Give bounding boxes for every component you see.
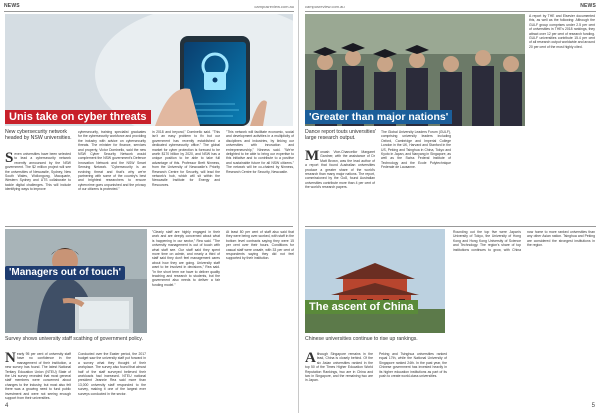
article-column-2: Peking and Tsinghua universities ranked equal 17th, while the National University of Singapore ranked 24th. In the past year, the Chinese government has invested heavily in its higher education institutions as part of its push to create world-class universities. [379,352,447,379]
article-column-3: Rounding out the top five were Japan's University of Tokyo, the University of Hong Kong and Hong Kong University of Science and Technology. The region's share of top institutions continues to grow, with China now home to more ranked universities than any other Asian nation. Tsinghua and Peking are considered the strongest institutions in the region. [453,230,595,252]
article-title: 'Greater than major nations' [305,110,452,124]
article-column-1 [305,352,373,400]
right-page-header [305,3,596,12]
article-column-4: "This network will facilitate economic, social and development activities in a multiplicity of disciplines and industries, by linking our universities with innovation and entrepreneurship," Ninness said. "We're delighted to be able to bring our expertise to this initiative and to contribute to a positive and sustainable future for all NSW citizens." The network will be co-chaired by Ninness, Research Centre for Security, Newcastle. [226,130,294,174]
article-column-3: "Clearly staff are highly engaged in their work and are deeply concerned about what is happening in our sector," Rea said. "The university management is out of touch with what staff see. Our staff said they spent more time on admin, and nearly a third of staff said they don't feel management cares about how they are going. University staff want to be involved in decisions," Rea said. "In the short term we have to deliver quality teaching and research to students, but the government also needs to deliver a fair funding model." [152,230,220,287]
article-title: The ascent of China [305,300,418,314]
column-text: lthough Singapore remains in the lead, China is closely behind. Of the six Asian universities ranked in the top 50 of the Times Higher Education World Reputation Rankings, two are in China and two in Singapore, and the remaining two are in Japan. [305,352,373,383]
right-page [301,0,600,413]
article-column-1 [305,150,375,222]
article-divider [305,226,596,227]
man-laptop-illustration [5,229,147,333]
article-column-2: cybersecurity, training specialist graduates for the cybersecurity workforce and providing the industry with advice on cybersecurity threats. The minister for finance, services and property, Victor Dominello, said the new NSW Cyber Security Network would complement the NSW government's Defence Innovation Network and the NSW Smart Sensing Network. "Cybersecurity is an evolving threat and that's why we're partnering with some of the country's best and brightest researchers to ensure cybercrime goes unpunished and the privacy of our citizens is protected." [78,130,146,192]
article-column-1 [5,352,71,400]
article-standfirst: Survey shows university staff scathing of government policy. [5,336,143,342]
survey-photo [5,229,147,333]
drop-cap: A [305,352,316,366]
article-column-2: The Global University Leaders Forum (GULF), comprising university leaders including Oxford, Cambridge and Imperial College London in the UK, Harvard and Stanford in the US, Peking and Tsinghua in China, Tokyo and Kyoto in Japan, and Nanyang in Singapore, as well as the Swiss Federal Institute of Technology and the Ecole Polytechnique Federale de Lausanne. [381,130,451,170]
article-divider [5,226,293,227]
section-label: NEWS [4,3,20,9]
site-url: campusreview.com.au [305,4,345,9]
article-title: Unis take on cyber threats [5,110,151,124]
article-column-1 [5,152,71,222]
article-column-3: in 2018 and beyond," Dominello said. "This isn't an easy problem to fix but our government has recently established a dedicated cybersecurity office." The global market for cyber protection is forecast to be worth $170 billion by 2020, and NSW has a unique position to be able to take full advantage of this. Professor Brett Ninness, from the University of Newcastle's Priority Research Centre for Security, will lead the network's hub, which will sit within the Newcastle Institute for Energy and Resources. [152,130,220,187]
column-text: early 95 per cent of university staff have no confidence in the management of their institution, a new survey has found. The latest National Tertiary Education Union (NTEU) State of the Uni survey revealed that most general staff members were concerned about changes to the industry, but most also felt there was a growing need to fund public investment and were not seeing enough support from their universities. [5,352,71,400]
column-text: even universities have been selected to lead a cybersecurity network recently announced by the NSW government. The $2 million project will see the universities of Newcastle, Sydney, New South Wales, Wollongong, Macquarie, Western Sydney and UTS collaborate to tackle digital challenges. This will include identifying ways to improve [5,152,71,192]
section-label: NEWS [580,3,596,9]
china-university-photo [305,229,445,333]
article-standfirst: Chinese universities continue to rise up rankings. [305,336,418,342]
page-number: 4 [5,403,9,409]
site-url: campusreview.com.au [254,4,294,9]
pagoda-illustration [305,229,445,333]
page-number: 5 [591,403,595,409]
article-column-3: A report by THE and Elsevier documented this, as well as the following: Although the GULF group comprises under 2.5 per cent of universities in THE's 2018 rankings, they attract over 12 per cent of research funding. GULF universities contribute 15.4 per cent of all research output worldwide and around 20 per cent of the most highly cited. [529,14,595,49]
drop-cap: N [5,352,16,366]
drop-cap: M [305,150,320,164]
left-page [0,0,299,413]
article-title: 'Managers out of touch' [5,266,125,280]
article-standfirst: New cybersecurity network headed by NSW universities. [5,129,72,142]
article-column-4: At least 80 per cent of staff also said that they were being over-worked, with staff in the bottom level contracts saying they were 15 per cent over their hours. Conditions for casual staff were unsafe, with 33 per cent of respondents saying they did not feel supported by their institution. [226,230,294,261]
column-text: onash Vice-Chancellor Margaret Gardner, with the assistance of Dr Matt Brown, was the lead author of a report that found Australian universities produce a greater share of the world's research than many major nations. The report, commissioned by the Go8, found Australian universities contribute more than 4 per cent of the world's research papers. [305,150,375,190]
left-page-header [4,3,294,12]
article-standfirst: Dance report touts universities' large research output. [305,129,377,142]
drop-cap: S [5,152,14,166]
article-column-2: Conducted over the Easter period, the 2017 budget saw the university staff put forward in a survey what they thought of their workplace. The survey also found that almost half of the staff surveyed believed their workloads had increased. NTEU national president Jeannie Rea said more than 13,000 university staff responded to the survey, making it one of the largest ever surveys conducted in the sector. [78,352,146,396]
